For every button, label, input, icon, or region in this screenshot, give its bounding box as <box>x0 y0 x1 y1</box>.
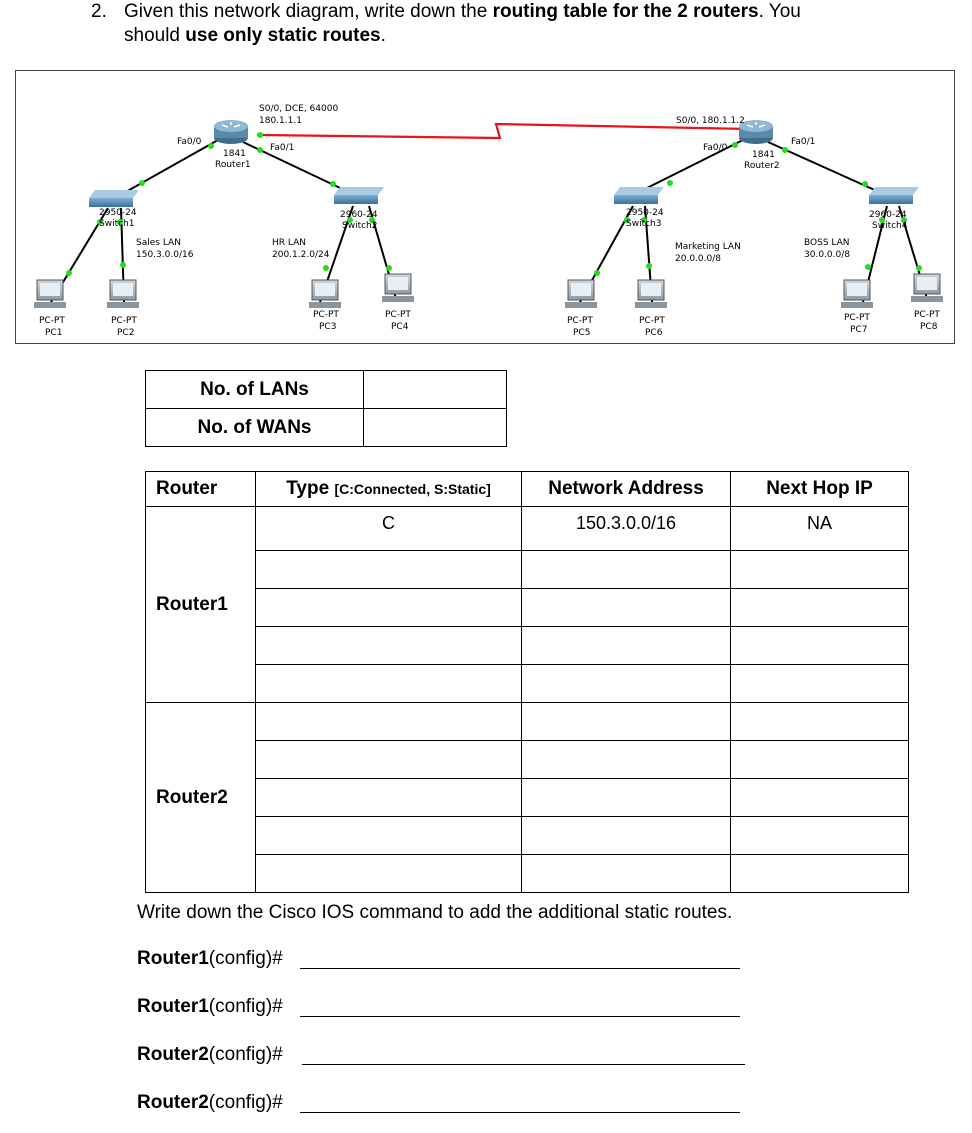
command-1-answer-line[interactable] <box>300 968 740 969</box>
router2-group-label: Router2 <box>146 703 256 893</box>
pc3-name: PC3 <box>319 322 337 332</box>
network-cell[interactable] <box>522 741 731 779</box>
question-bold1: routing table for the 2 routers <box>492 1 759 22</box>
table-row <box>146 627 909 665</box>
table-row <box>146 855 909 893</box>
nexthop-cell[interactable] <box>731 627 909 665</box>
router1-group-label: Router1 <box>146 507 256 703</box>
pc4-type: PC-PT <box>385 310 411 320</box>
nexthop-cell[interactable]: NA <box>731 507 909 551</box>
table-row <box>146 741 909 779</box>
pc7-name: PC7 <box>850 325 868 335</box>
nexthop-cell[interactable] <box>731 703 909 741</box>
nexthop-cell[interactable] <box>731 855 909 893</box>
router1-name: Router1 <box>215 160 251 170</box>
command-4-prompt: (config)# <box>208 1092 283 1113</box>
lans-count-row <box>146 371 507 409</box>
lan4-name: BOSS LAN <box>804 238 850 248</box>
switch4-model: 2960-24 <box>869 210 907 220</box>
wans-count-row <box>146 409 507 447</box>
question-part2: . You <box>758 1 801 22</box>
nexthop-cell[interactable] <box>731 779 909 817</box>
router2-if-left: Fa0/0 <box>703 143 728 153</box>
command-line-4 <box>137 1092 283 1114</box>
lan2-net: 200.1.2.0/24 <box>272 250 330 260</box>
type-cell[interactable]: C <box>256 507 522 551</box>
question-bold2: use only static routes <box>185 25 381 46</box>
diagram-border <box>16 71 955 344</box>
command-1-prompt: (config)# <box>208 948 283 969</box>
switch1-name: Switch1 <box>99 219 135 229</box>
command-2-router: Router1 <box>137 996 209 1017</box>
router1-if-left: Fa0/0 <box>177 137 202 147</box>
header-type-note: [C:Connected, S:Static] <box>334 481 491 497</box>
switch3-name: Switch3 <box>626 219 662 229</box>
table-row <box>146 703 909 741</box>
network-cell[interactable] <box>522 589 731 627</box>
wans-count-answer[interactable] <box>364 409 507 447</box>
type-cell[interactable] <box>256 627 522 665</box>
switch3-model: 2950-24 <box>626 208 664 218</box>
router1-if-right: Fa0/1 <box>270 143 295 153</box>
table-row <box>146 779 909 817</box>
routing-table-header <box>146 472 909 507</box>
network-cell[interactable] <box>522 551 731 589</box>
header-network: Network Address <box>522 472 731 507</box>
command-line-1 <box>137 948 283 970</box>
type-cell[interactable] <box>256 589 522 627</box>
switch1-device[interactable] <box>89 190 139 207</box>
question-part1: Given this network diagram, write down the <box>124 1 493 22</box>
type-cell[interactable] <box>256 817 522 855</box>
command-1-router: Router1 <box>137 948 209 969</box>
command-2-answer-line[interactable] <box>300 1016 740 1017</box>
command-4-router: Router2 <box>137 1092 209 1113</box>
question-number: 2. <box>91 1 107 22</box>
command-2-prompt: (config)# <box>208 996 283 1017</box>
lan1-name: Sales LAN <box>136 238 181 248</box>
command-line-3 <box>137 1044 283 1066</box>
type-cell[interactable] <box>256 779 522 817</box>
pc1-name: PC1 <box>45 328 63 338</box>
pc7-type: PC-PT <box>844 313 870 323</box>
switch2-device[interactable] <box>334 187 384 204</box>
router2-name: Router2 <box>744 161 780 171</box>
routing-table <box>145 471 909 893</box>
type-cell[interactable] <box>256 855 522 893</box>
pc1-type: PC-PT <box>39 316 65 326</box>
command-3-prompt: (config)# <box>208 1044 283 1065</box>
lan1-net: 150.3.0.0/16 <box>136 250 194 260</box>
header-type <box>256 472 522 507</box>
pc8-name: PC8 <box>920 322 938 332</box>
type-cell[interactable] <box>256 703 522 741</box>
command-instruction: Write down the Cisco IOS command to add the additional static routes. <box>137 902 733 923</box>
pc5-name: PC5 <box>573 328 591 338</box>
question-part3: should <box>124 25 186 46</box>
serial-right-label: S0/0, 180.1.1.2 <box>676 116 745 126</box>
table-row <box>146 665 909 703</box>
command-line-2 <box>137 996 283 1018</box>
router2-if-right: Fa0/1 <box>791 137 816 147</box>
lan2-name: HR LAN <box>272 238 306 248</box>
network-cell[interactable]: 150.3.0.0/16 <box>522 507 731 551</box>
switch2-model: 2960-24 <box>340 210 378 220</box>
switch2-name: Switch2 <box>342 221 378 231</box>
wans-count-label: No. of WANs <box>146 409 364 447</box>
header-nexthop: Next Hop IP <box>731 472 909 507</box>
pc2-name: PC2 <box>117 328 135 338</box>
switch4-device[interactable] <box>869 187 919 204</box>
type-cell[interactable] <box>256 741 522 779</box>
type-cell[interactable] <box>256 665 522 703</box>
table-row <box>146 589 909 627</box>
network-cell[interactable] <box>522 817 731 855</box>
router2-model: 1841 <box>752 150 775 160</box>
table-row <box>146 507 909 551</box>
network-cell[interactable] <box>522 855 731 893</box>
lans-count-answer[interactable] <box>364 371 507 409</box>
nexthop-cell[interactable] <box>731 741 909 779</box>
pc8-type: PC-PT <box>914 310 940 320</box>
network-cell[interactable] <box>522 779 731 817</box>
question-text <box>124 0 924 48</box>
nexthop-cell[interactable] <box>731 589 909 627</box>
network-cell[interactable] <box>522 627 731 665</box>
nexthop-cell[interactable] <box>731 551 909 589</box>
nexthop-cell[interactable] <box>731 665 909 703</box>
serial-left-line2: 180.1.1.1 <box>259 116 302 126</box>
network-diagram <box>15 70 955 344</box>
switch1-model: 2950-24 <box>99 208 137 218</box>
router1-device[interactable] <box>214 120 248 144</box>
command-4-answer-line[interactable] <box>300 1112 740 1113</box>
network-cell[interactable] <box>522 703 731 741</box>
lan4-net: 30.0.0.0/8 <box>804 250 850 260</box>
header-router: Router <box>146 472 256 507</box>
serial-left-line1: S0/0, DCE, 64000 <box>259 104 339 114</box>
question-part4: . <box>380 25 386 46</box>
pc4-name: PC4 <box>391 322 409 332</box>
pc6-name: PC6 <box>645 328 663 338</box>
command-3-router: Router2 <box>137 1044 209 1065</box>
table-row <box>146 817 909 855</box>
switch4-name: Switch4 <box>872 221 908 231</box>
lans-count-label: No. of LANs <box>146 371 364 409</box>
network-cell[interactable] <box>522 665 731 703</box>
pc6-type: PC-PT <box>639 316 665 326</box>
lan-wan-count-table <box>145 370 507 447</box>
type-cell[interactable] <box>256 551 522 589</box>
lan3-net: 20.0.0.0/8 <box>675 254 721 264</box>
header-type-label: Type <box>286 478 335 499</box>
table-row <box>146 551 909 589</box>
pc3-type: PC-PT <box>313 310 339 320</box>
router1-model: 1841 <box>223 149 246 159</box>
pc5-type: PC-PT <box>567 316 593 326</box>
lan3-name: Marketing LAN <box>675 242 741 252</box>
nexthop-cell[interactable] <box>731 817 909 855</box>
switch3-device[interactable] <box>614 187 664 204</box>
pc2-type: PC-PT <box>111 316 137 326</box>
command-3-answer-line[interactable] <box>302 1064 745 1065</box>
